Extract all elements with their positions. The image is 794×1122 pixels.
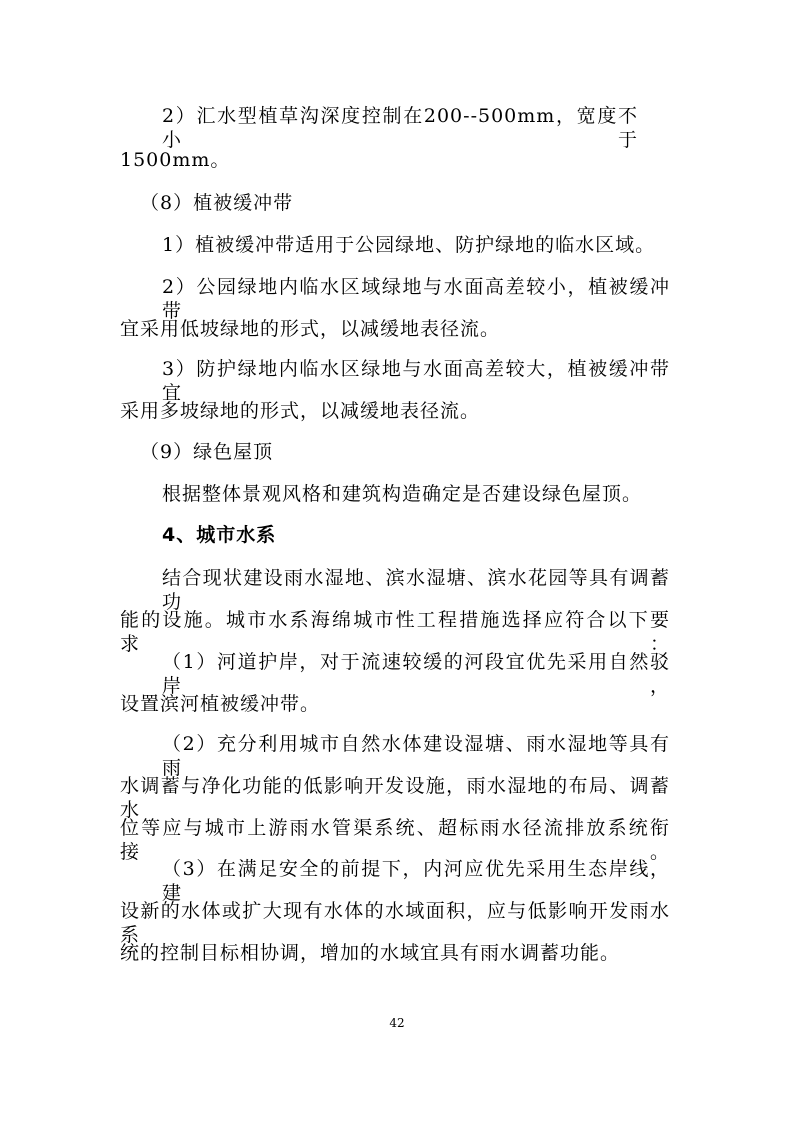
paragraph-line: 统的控制目标相协调，增加的水域宜具有雨水调蓄功能。 [120, 942, 621, 964]
paragraph-line: 根据整体景观风格和建筑构造确定是否建设绿色屋顶。 [162, 483, 643, 505]
paragraph-line: 宜采用低坡绿地的形式，以减缓地表径流。 [120, 318, 501, 340]
list-item: 3）防护绿地内临水区绿地与水面高差较大，植被缓冲带宜 [162, 358, 670, 404]
list-item: （2）充分利用城市自然水体建设湿塘、雨水湿地等具有雨 [162, 733, 670, 779]
paragraph-line: 能的设施。城市水系海绵城市性工程措施选择应符合以下要求： [120, 609, 670, 655]
paragraph-line: 设新的水体或扩大现有水体的水域面积，应与低影响开发雨水系 [120, 900, 670, 946]
section-heading: （9）绿色屋顶 [140, 441, 274, 463]
section-heading: （8）植被缓冲带 [140, 192, 294, 214]
paragraph-line: 设置滨河植被缓冲带。 [120, 693, 321, 715]
section-heading: 4、城市水系 [162, 524, 277, 546]
paragraph-line: 水调蓄与净化功能的低影响开发设施，雨水湿地的布局、调蓄水 [120, 775, 670, 821]
paragraph-line: 2）汇水型植草沟深度控制在200--500mm，宽度不小于 [162, 105, 638, 151]
list-item: 2）公园绿地内临水区域绿地与水面高差较小，植被缓冲带 [162, 276, 670, 322]
list-item: （1）河道护岸，对于流速较缓的河段宜优先采用自然驳岸， [162, 651, 670, 697]
list-item: （3）在满足安全的前提下，内河应优先采用生态岸线，建 [162, 858, 670, 904]
paragraph-line: 采用多坡绿地的形式，以减缓地表径流。 [120, 400, 481, 422]
page-number: 42 [389, 1016, 405, 1030]
paragraph-line: 1500mm。 [120, 149, 231, 171]
list-item: 1）植被缓冲带适用于公园绿地、防护绿地的临水区域。 [162, 234, 656, 256]
paragraph-line: 结合现状建设雨水湿地、滨水湿塘、滨水花园等具有调蓄功 [162, 567, 670, 613]
paragraph-line: 位等应与城市上游雨水管渠系统、超标雨水径流排放系统衔接。 [120, 817, 670, 863]
